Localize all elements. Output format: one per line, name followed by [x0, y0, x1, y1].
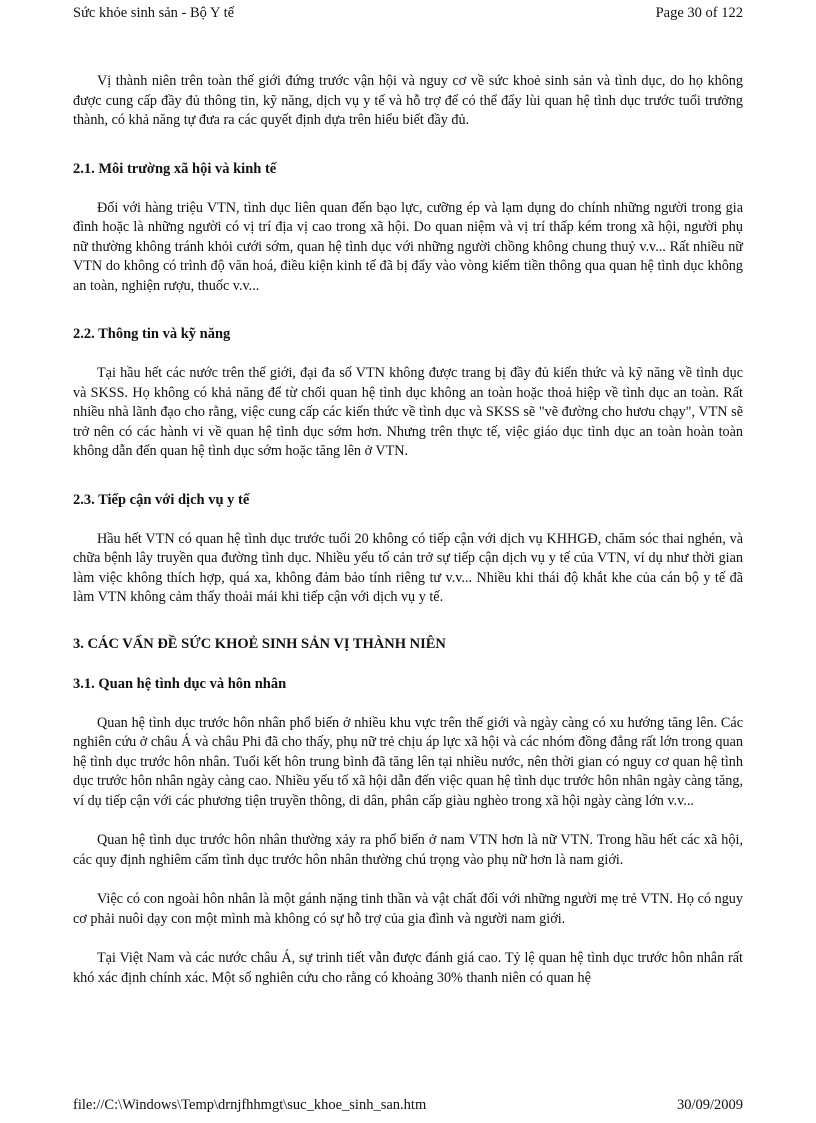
section-3-1-paragraph-1: Quan hệ tình dục trước hôn nhân phổ biến ở nhiều khu vực trên thế giới và ngày càng có xu hướng tăng lên. Các nghiên cứu ở châu Á và châu Phi đã cho thấy, phụ nữ trẻ chịu áp lực xã hội và các nhóm đồng đẳng rất lớn trong quan hệ tình dục trước hôn nhân. Tuổi kết hôn trung bình đã tăng lên tại nhiều nước, nên thời gian có nguy cơ quan hệ tình dục trước hôn nhân ngày càng cao. Nhiều yếu tố xã hội dẫn đến việc quan hệ tình dục trước hôn nhân ngày càng tăng, ví dụ tiếp cận với các phương tiện truyền thông, di dân, phân cấp giàu nghèo trong xã hội ngày càng lớn v.v... — [73, 714, 743, 809]
document-title: Sức khỏe sinh sản - Bộ Y tế — [73, 5, 235, 21]
section-2-2-heading: 2.2. Thông tin và kỹ năng — [73, 326, 231, 342]
section-3-1-paragraph-4: Tại Việt Nam và các nước châu Á, sự trinh tiết vẫn được đánh giá cao. Tỷ lệ quan hệ tình dục trước hôn nhân rất khó xác định chính xác. Một số nghiên cứu cho rằng có khoảng 30% thanh niên có quan hệ — [73, 950, 743, 986]
print-date: 30/09/2009 — [676, 1097, 743, 1113]
section-2-2-paragraph: Tại hầu hết các nước trên thế giới, đại đa số VTN không được trang bị đầy đủ kiến thức và kỹ năng về tình dục và SKSS. Họ không có khả năng để từ chối quan hệ tình dục không an toàn hoặc thoả hiệp về tình dục an toàn. Rất nhiều nhà lãnh đạo cho rằng, việc cung cấp các kiến thức về tình dục và SKSS sẽ "vẽ đường cho hươu chạy", VTN sẽ trở nên có các hành vi về quan hệ tình dục sớm hơn. Nhưng trên thực tế, việc giáo dục tình dục an toàn hoàn toàn không dẫn đến quan hệ tình dục sớm hoặc tăng lên ở VTN. — [73, 365, 743, 459]
section-2-1-heading: 2.1. Môi trường xã hội và kinh tế — [73, 160, 277, 177]
section-3-heading: 3. CÁC VẤN ĐỀ SỨC KHOẺ SINH SẢN VỊ THÀNH NIÊN — [73, 635, 446, 652]
section-3-1-heading: 3.1. Quan hệ tình dục và hôn nhân — [73, 675, 287, 692]
page-header — [73, 5, 743, 25]
document-body — [73, 72, 743, 988]
section-2-1-paragraph: Đối với hàng triệu VTN, tình dục liên quan đến bạo lực, cưỡng ép và lạm dụng do chính những người trong gia đình hoặc là những người có vị trí địa vị cao trong xã hội. Do quan niệm và vị trí thấp kém trong xã hội, người phụ nữ thường không tránh khỏi cưới sớm, quan hệ tình dục với những người chồng không chung thuỷ v.v... Rất nhiều nữ VTN do không có trình độ văn hoá, điều kiện kinh tế đã bị đẩy vào vòng kiếm tiền thông qua quan hệ tình dục không an toàn, nghiện rượu, thuốc v.v... — [73, 199, 743, 294]
section-2-3-paragraph: Hầu hết VTN có quan hệ tình dục trước tuổi 20 không có tiếp cận với dịch vụ KHHGĐ, chăm sóc thai nghén, và chữa bệnh lây truyền qua đường tình dục. Nhiều yếu tố cản trở sự tiếp cận dịch vụ y tế của VTN, ví dụ như thời gian làm việc không thích hợp, quá xa, không đảm bảo tính riêng tư v.v... Nhiều khi thái độ khắt khe của cán bộ y tế đã làm VTN không cảm thấy thoải mái khi tiếp cận với dịch vụ y tế. — [73, 530, 743, 605]
intro-paragraph: Vị thành niên trên toàn thế giới đứng trước vận hội và nguy cơ về sức khoẻ sinh sản và tình dục, do họ không được cung cấp đầy đủ thông tin, kỹ năng, dịch vụ y tế và hỗ trợ để có thể đẩy lùi quan hệ tình dục trước tuổi trưởng thành, có khả năng tự đưa ra các quyết định dựa trên hiểu biết đầy đủ. — [73, 73, 743, 128]
file-path: file://C:\Windows\Temp\drnjfhhmgt\suc_khoe_sinh_san.htm — [73, 1097, 427, 1113]
section-3-1-paragraph-3: Việc có con ngoài hôn nhân là một gánh nặng tinh thần và vật chất đối với những người mẹ trẻ VTN. Họ có nguy cơ phải nuôi dạy con một mình mà không có sự hỗ trợ của gia đình và người nam giới. — [73, 891, 743, 927]
page-footer — [73, 1097, 743, 1117]
page-number: Page 30 of 122 — [655, 5, 743, 21]
section-3-1-paragraph-2: Quan hệ tình dục trước hôn nhân thường xảy ra phổ biến ở nam VTN hơn là nữ VTN. Trong hầu hết các xã hội, các quy định nghiêm cấm tình dục trước hôn nhân thường chú trọng vào phụ nữ hơn là nam giới. — [73, 832, 743, 868]
section-2-3-heading: 2.3. Tiếp cận với dịch vụ y tế — [73, 491, 250, 508]
